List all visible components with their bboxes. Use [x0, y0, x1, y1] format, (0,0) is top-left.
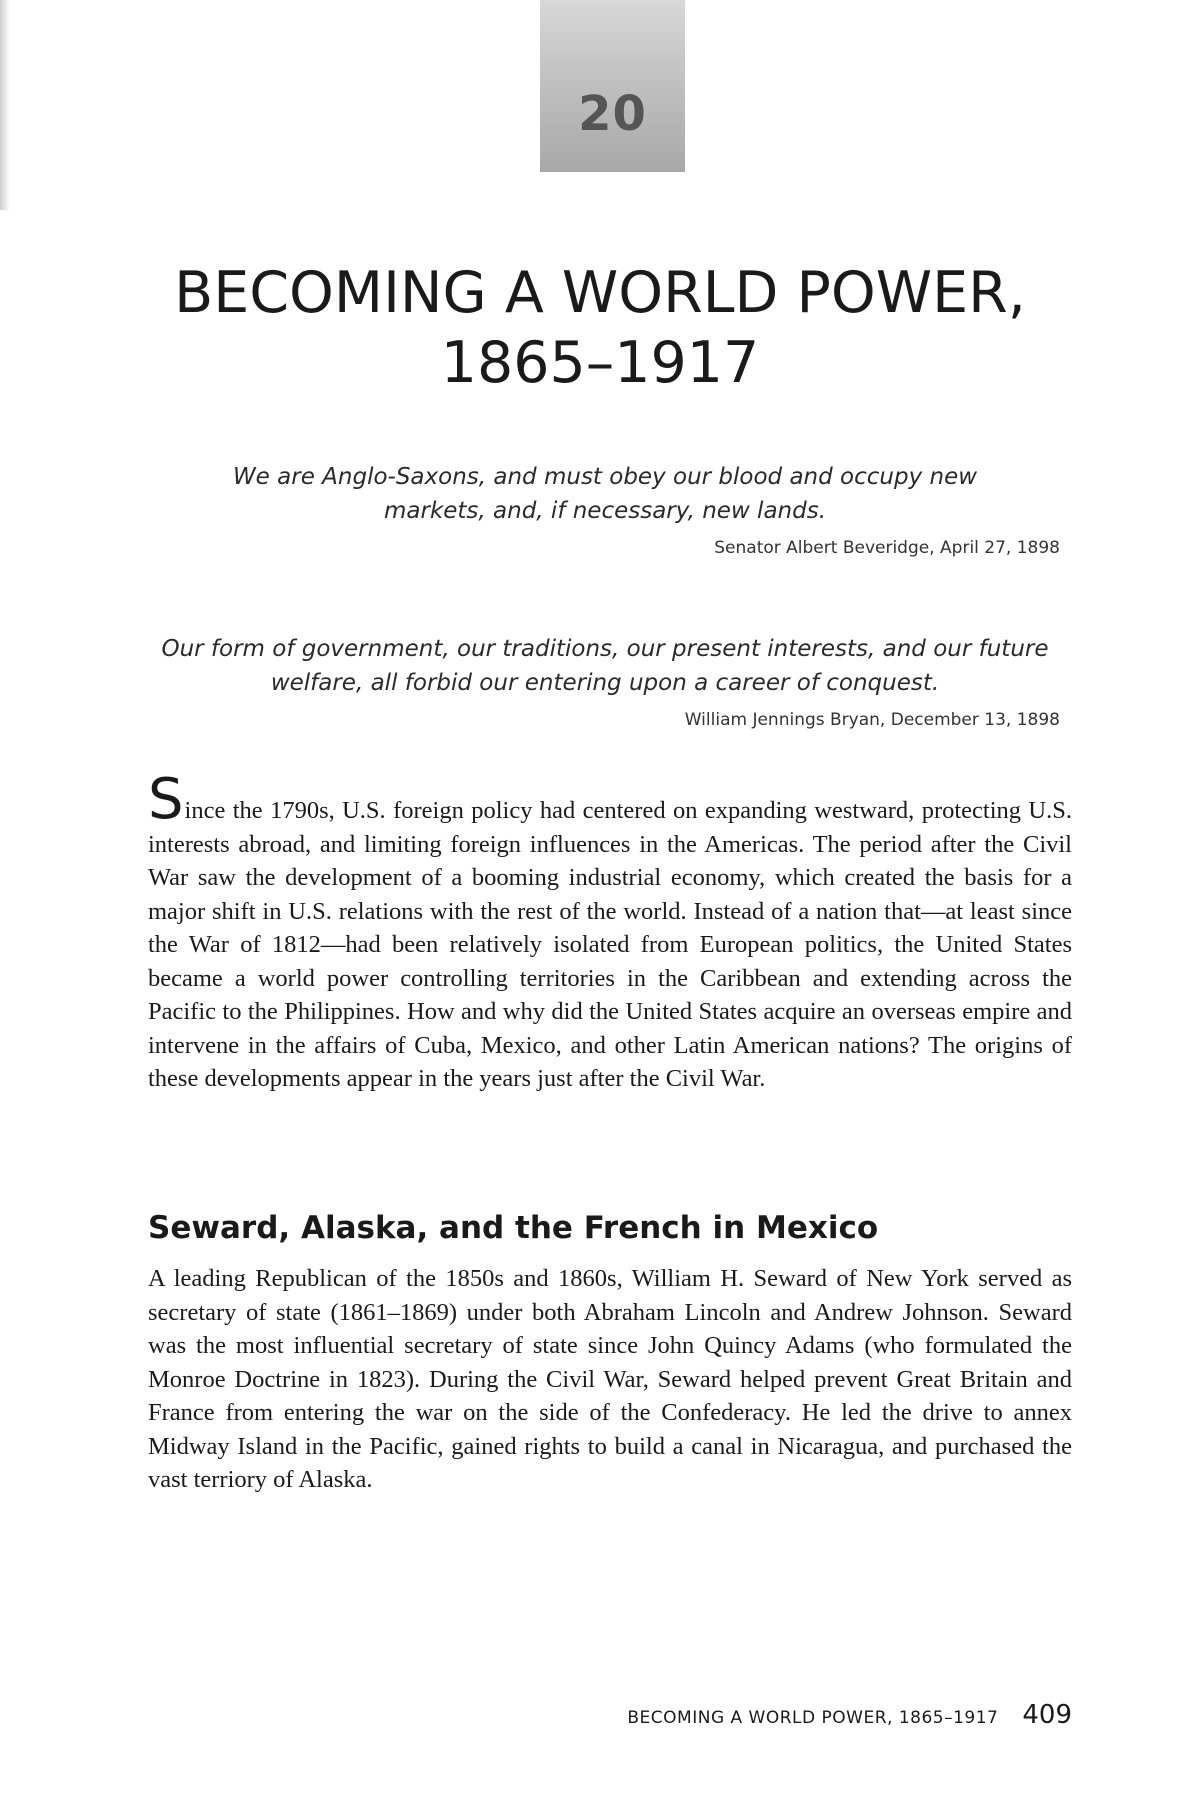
chapter-number: 20 — [578, 86, 647, 142]
epigraph-quote: We are Anglo-Saxons, and must obey our blood and occupy new markets, and, if necessary, new lands. — [232, 464, 978, 524]
page-edge-shadow — [0, 0, 10, 210]
chapter-number-tab — [540, 0, 685, 172]
page-footer — [627, 1700, 1072, 1730]
epigraph-attribution: William Jennings Bryan, December 13, 1898 — [684, 710, 1060, 730]
chapter-title — [100, 258, 1100, 398]
epigraph-bryan — [150, 632, 1060, 730]
page-number: 409 — [1022, 1700, 1072, 1730]
drop-cap: S — [148, 767, 184, 832]
intro-text: ince the 1790s, U.S. foreign policy had centered on expanding westward, protecting U.S. interests abroad, and limiting foreign influences in the Americas. The period after the Civil War saw the development of a booming industrial economy, which created the basis for a major shift in U.S. relations with the rest of the world. Instead of a nation that—at least since the War of 1812—had been relatively isolated from European politics, the United States became a world power controlling territories in the Caribbean and extending across the Pacific to the Philippines. How and why did the United States acquire an overseas empire and intervene in the affairs of Cuba, Mexico, and other Latin American nations? The origins of these developments appear in the years just after the Civil War. — [148, 797, 1072, 1092]
intro-paragraph — [148, 767, 1072, 1096]
chapter-title-line-1: BECOMING A WORLD POWER, — [174, 260, 1026, 326]
section-heading: Seward, Alaska, and the French in Mexico — [148, 1210, 879, 1246]
running-head: BECOMING A WORLD POWER, 1865–1917 — [627, 1708, 999, 1728]
chapter-title-line-2: 1865–1917 — [440, 330, 760, 396]
epigraph-quote: Our form of government, our traditions, our present interests, and our future welfare, all forbid our entering upon a career of conquest. — [161, 636, 1049, 696]
section-paragraph: A leading Republican of the 1850s and 1860s, William H. Seward of New York served as secretary of state (1861–1869) under both Abraham Lincoln and Andrew Johnson. Seward was the most influential secretary of state since John Quincy Adams (who formulated the Monroe Doctrine in 1823). During the Civil War, Seward helped prevent Great Britain and France from entering the war on the side of the Confederacy. He led the drive to annex Midway Island in the Pacific, gained rights to build a canal in Nicaragua, and purchased the vast terriory of Alaska. — [148, 1265, 1072, 1493]
epigraph-beveridge — [150, 460, 1060, 558]
epigraph-attribution: Senator Albert Beveridge, April 27, 1898 — [714, 538, 1060, 558]
